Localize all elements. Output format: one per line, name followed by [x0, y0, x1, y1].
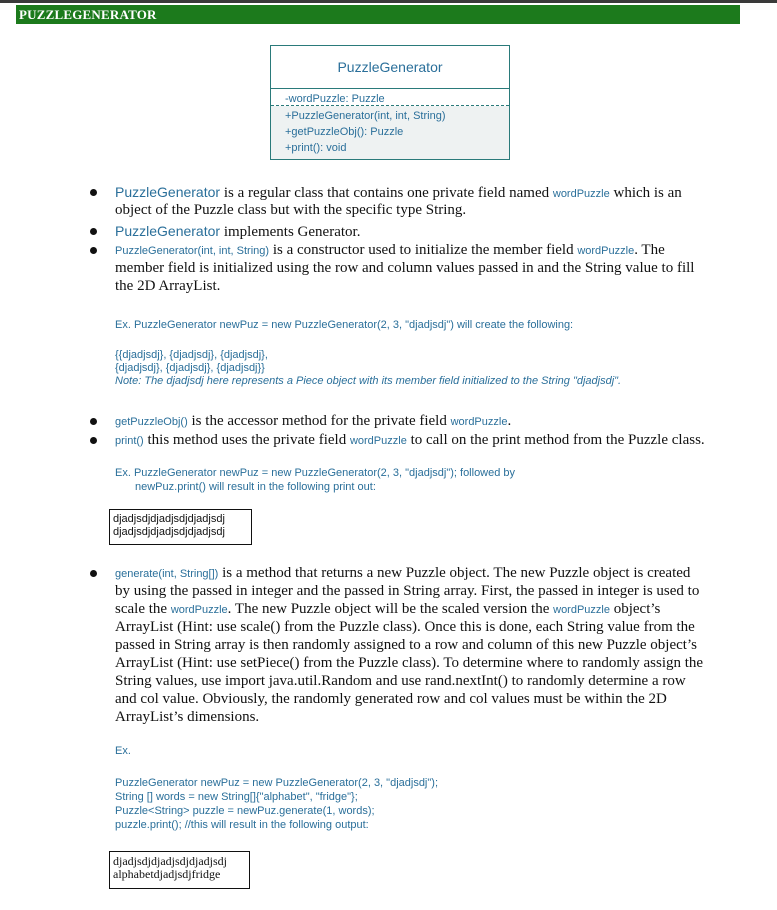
example-line: Ex. PuzzleGenerator newPuz = new PuzzleGenerator(2, 3, "djadjsdj") will create the following:	[115, 319, 574, 331]
text-line: generate(int, String[]) is a method that returns a new Puzzle object. The new Puzzle object is created	[115, 565, 691, 581]
output-box	[109, 851, 250, 889]
code-ref: print()	[115, 435, 144, 447]
code-ref: wordPuzzle	[170, 604, 228, 616]
example-line: String [] words = new String[]{"alphabet", "fridge"};	[115, 791, 358, 803]
example-line: Ex. PuzzleGenerator newPuz = new PuzzleGenerator(2, 3, "djadjsdj"); followed by	[115, 467, 516, 479]
uml-class-diagram	[270, 45, 510, 160]
text-line: scale the wordPuzzle. The new Puzzle object will be the scaled version the wordPuzzle object’s	[115, 601, 661, 617]
text-line: ArrayList’s dimensions.	[115, 709, 260, 725]
text-line: PuzzleGenerator implements Generator.	[115, 223, 361, 240]
example-line: puzzle.print(); //this will result in the following output:	[115, 819, 369, 831]
code-ref: getPuzzleObj()	[115, 416, 188, 428]
text-line: PuzzleGenerator is a regular class that contains one private field named wordPuzzle which is an	[115, 184, 682, 201]
text-line: ArrayList (Hint: use scale() from the Puzzle class). Once this is done, each String value from the	[115, 619, 695, 635]
output-line: djadjsdjdjadjsdjdjadjsdj	[113, 854, 227, 868]
code-ref: wordPuzzle	[552, 188, 610, 200]
uml-field: -wordPuzzle: Puzzle	[271, 89, 509, 106]
bullet-dot	[90, 189, 97, 196]
bullet-dot	[90, 228, 97, 235]
bullet-dot	[90, 570, 97, 577]
uml-method: +PuzzleGenerator(int, int, String)	[285, 110, 446, 122]
uml-methods	[271, 106, 509, 159]
bullet-dot	[90, 418, 97, 425]
example-label: Ex.	[115, 745, 131, 757]
uml-class-name: PuzzleGenerator	[271, 46, 509, 89]
uml-method: +print(): void	[285, 142, 347, 154]
text-line: the 2D ArrayList.	[115, 278, 221, 294]
section-header: PUZZLEGENERATOR	[16, 5, 740, 24]
text-line: passed in String array is then randomly assigned to a row and column of this new Puzzle object’s	[115, 637, 697, 653]
text-line: and col value. Obviously, the randomly generated row and col values must be within the 2D	[115, 691, 667, 707]
code-ref: wordPuzzle	[553, 604, 610, 616]
output-line: djadjsdjdjadjsdjdjadjsdj	[113, 513, 225, 525]
bullet-dot	[90, 247, 97, 254]
example-line: Puzzle<String> puzzle = newPuz.generate(1, words);	[115, 805, 375, 817]
code-ref: PuzzleGenerator	[115, 184, 221, 200]
text-line: ArrayList (Hint: use setPiece() from the Puzzle class). To determine where to randomly assign the	[115, 655, 704, 671]
example-line: PuzzleGenerator newPuz = new PuzzleGenerator(2, 3, "djadjsdj");	[115, 777, 439, 789]
code-ref: wordPuzzle	[577, 245, 635, 257]
example-line: {{djadjsdj}, {djadjsdj}, {djadjsdj},	[115, 349, 268, 361]
example-line: newPuz.print() will result in the following print out:	[135, 481, 376, 493]
text-line: by using the passed in integer and the passed in String array. First, the passed in integer is used to	[115, 583, 700, 599]
code-ref: wordPuzzle	[349, 435, 407, 447]
output-line: djadjsdjdjadjsdjdjadjsdj	[113, 525, 225, 538]
code-ref: PuzzleGenerator(int, int, String)	[115, 245, 270, 257]
code-ref: PuzzleGenerator	[115, 223, 221, 239]
uml-method: +getPuzzleObj(): Puzzle	[285, 126, 404, 138]
output-box	[109, 509, 252, 545]
output-line: alphabetdjadjsdjfridge	[113, 867, 221, 881]
example-note: Note: The djadjsdj here represents a Piece object with its member field initialized to the String "djadjsdj".	[115, 375, 622, 387]
text-line: print() this method uses the private field wordPuzzle to call on the print method from the Puzzle class.	[115, 432, 705, 448]
code-ref: wordPuzzle	[450, 416, 508, 428]
bullet-dot	[90, 437, 97, 444]
text-line: String values, use import java.util.Random and use rand.nextInt() to randomly determine a row	[115, 673, 686, 689]
example-line: {djadjsdj}, {djadjsdj}, {djadjsdj}}	[115, 362, 265, 374]
code-ref: generate(int, String[])	[115, 568, 219, 580]
top-rule	[0, 0, 777, 3]
text-line: object of the Puzzle class but with the specific type String.	[115, 202, 467, 218]
text-line: PuzzleGenerator(int, int, String) is a constructor used to initialize the member field wordPuzzle. The	[115, 242, 665, 258]
text-line: getPuzzleObj() is the accessor method for the private field wordPuzzle.	[115, 413, 512, 429]
text-line: member field is initialized using the row and column values passed in and the String value to fill	[115, 260, 695, 276]
